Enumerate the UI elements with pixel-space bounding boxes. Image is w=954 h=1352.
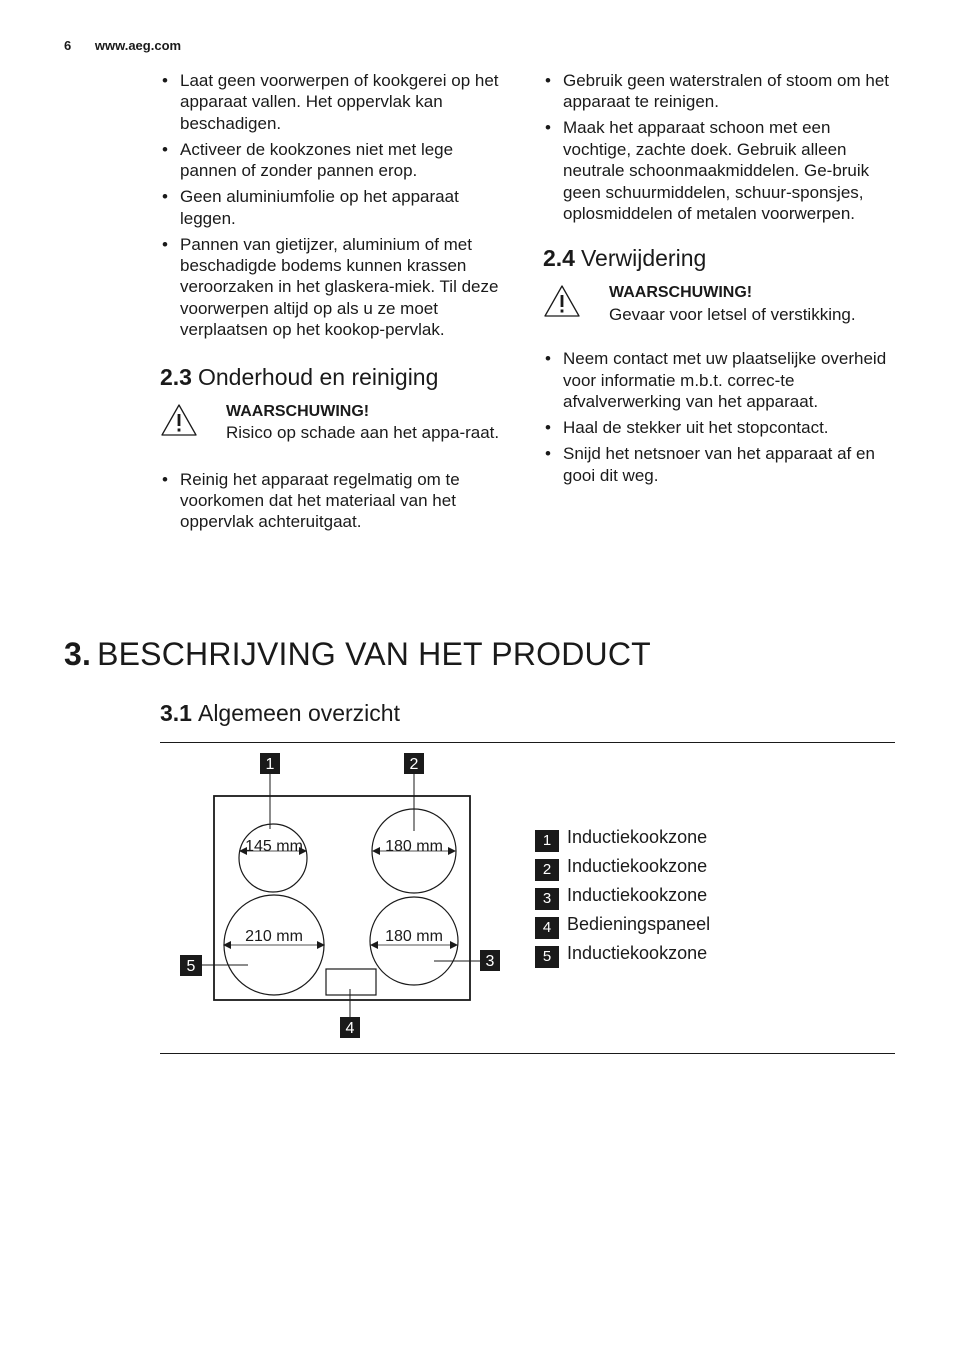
legend-label: Bedieningspaneel: [567, 914, 711, 934]
page-header: [64, 38, 181, 53]
legend-number: 2: [535, 859, 559, 881]
warning-icon: [543, 284, 581, 318]
section-heading-3: [64, 636, 651, 673]
legend-item: [535, 942, 710, 971]
section-heading-2-4: [543, 244, 895, 272]
left-column: [160, 70, 512, 537]
list-item: • Geen aluminiumfolie op het apparaat leggen.: [160, 186, 512, 229]
warning-title: WAARSCHUWING!: [226, 402, 370, 420]
legend-item: [535, 884, 710, 913]
section-number: 2.3: [160, 363, 192, 390]
warning-icon: [160, 403, 198, 437]
legend-label: Inductiekookzone: [567, 827, 708, 847]
legend-number: 3: [535, 888, 559, 910]
warning-title: WAARSCHUWING!: [609, 284, 753, 302]
zone-size-label: 180 mm: [385, 838, 443, 855]
list-item: • Snijd het netsnoer van het apparaat af en gooi dit weg.: [543, 443, 895, 486]
list-item: • Laat geen voorwerpen of kookgerei op het apparaat vallen. Het oppervlak kan beschadigen.: [160, 70, 512, 134]
control-panel: [326, 969, 376, 995]
section-heading-2-3: [160, 363, 512, 391]
warning-text: Risico op schade aan het appa-raat.: [226, 423, 500, 443]
list-item: • Haal de stekker uit het stopcontact.: [543, 417, 895, 438]
divider-bottom: [160, 1053, 895, 1054]
zone-size-label: 210 mm: [245, 928, 303, 945]
website-link[interactable]: www.aeg.com: [94, 38, 182, 53]
list-item: • Maak het apparaat schoon met een vochtige, zachte doek. Gebruik alleen neutrale schoonmaakmiddelen. Ge-bruik geen schuurmiddelen, schuur-sponsjes, oplosmiddelen of metalen voorwerpen.: [543, 117, 895, 224]
warning-box: [543, 282, 895, 332]
list-item: • Gebruik geen waterstralen of stoom om het apparaat te reinigen.: [543, 70, 895, 113]
callout-number: 4: [345, 1020, 355, 1037]
callout-number: 3: [485, 953, 495, 970]
bullet-list: [160, 70, 512, 341]
list-item: • Reinig het apparaat regelmatig om te voorkomen dat het materiaal van het oppervlak achteruitgaat.: [160, 469, 512, 533]
bullet-list: [543, 70, 895, 224]
section-title: BESCHRIJVING VAN HET PRODUCT: [97, 636, 651, 672]
legend-label: Inductiekookzone: [567, 943, 708, 963]
legend-number: 1: [535, 830, 559, 852]
warning-box: [160, 401, 512, 451]
right-column: [543, 70, 895, 491]
warning-text: Gevaar voor letsel of verstikking.: [609, 304, 856, 324]
list-item: • Neem contact met uw plaatselijke overheid voor informatie m.b.t. correc-te afvalverwerking van het apparaat.: [543, 348, 895, 412]
callout-number: 1: [265, 756, 275, 773]
section-title: Onderhoud en reiniging: [197, 363, 439, 390]
legend-item: [535, 913, 710, 942]
list-item: • Activeer de kookzones niet met lege pannen of zonder pannen erop.: [160, 139, 512, 182]
section-title: Verwijdering: [580, 245, 707, 272]
bullet-list: [160, 469, 512, 533]
legend-item: [535, 826, 710, 855]
section-number: 2.4: [543, 245, 575, 272]
zone-size-label: 180 mm: [385, 928, 443, 945]
legend-number: 4: [535, 917, 559, 939]
section-number: 3.: [64, 636, 92, 672]
diagram-legend: [535, 826, 710, 971]
list-item: • Pannen van gietijzer, aluminium of met beschadigde bodems kunnen krassen veroorzaken in het glaskera-miek. Til deze voorwerpen altijd op als u ze moet verplaatsen op het kookop-pervlak.: [160, 234, 512, 341]
section-number: 3.1: [160, 700, 192, 726]
hob-diagram: [160, 743, 520, 1053]
page-number: 6: [64, 38, 72, 53]
legend-item: [535, 855, 710, 884]
callout-number: 5: [186, 958, 196, 975]
legend-number: 5: [535, 946, 559, 968]
section-heading-3-1: [160, 699, 400, 727]
legend-label: Inductiekookzone: [567, 885, 708, 905]
section-title: Algemeen overzicht: [197, 700, 400, 726]
legend-label: Inductiekookzone: [567, 856, 708, 876]
callout-number: 2: [409, 756, 419, 773]
cooking-zone-1: [239, 824, 307, 892]
bullet-list: [543, 348, 895, 486]
zone-size-label: 145 mm: [245, 838, 303, 855]
